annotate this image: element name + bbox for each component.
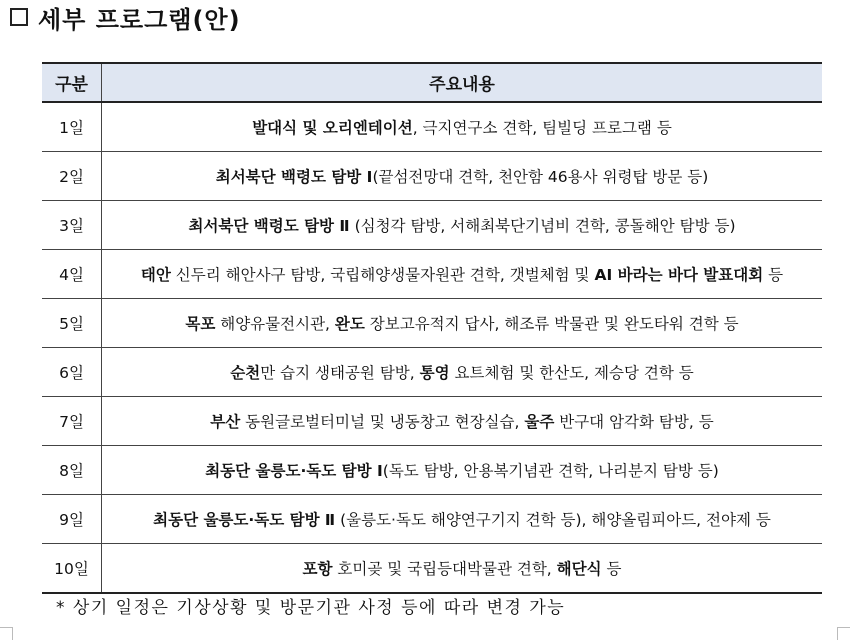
row-day: 2일 bbox=[42, 152, 102, 201]
table-row bbox=[42, 495, 822, 544]
content-text: 등 bbox=[763, 266, 784, 284]
table-row bbox=[42, 250, 822, 299]
content-text: (끝섬전망대 견학, 천안함 46용사 위령탑 방문 등) bbox=[372, 168, 709, 186]
row-content bbox=[102, 102, 823, 152]
row-content bbox=[102, 446, 823, 495]
schedule-table bbox=[42, 62, 822, 594]
content-text: 반구대 암각화 탐방, 등 bbox=[554, 413, 714, 431]
content-highlight: 포항 bbox=[302, 560, 333, 578]
content-text: 만 습지 생태공원 탐방, bbox=[260, 364, 420, 382]
row-day: 7일 bbox=[42, 397, 102, 446]
content-text: 요트체험 및 한산도, 제승당 견학 등 bbox=[449, 364, 694, 382]
content-text: (울릉도·독도 해양연구기지 견학 등), 해양올림피아드, 전야제 등 bbox=[335, 511, 771, 529]
content-highlight: 순천 bbox=[230, 364, 261, 382]
content-highlight: 최서북단 백령도 탐방 Ⅱ bbox=[188, 217, 350, 235]
table-row bbox=[42, 348, 822, 397]
crop-mark bbox=[837, 627, 850, 640]
section-title-text: 세부 프로그램(안) bbox=[38, 5, 241, 34]
content-text: 신두리 해안사구 탐방, 국립해양생물자원관 견학, 갯벌체험 및 bbox=[170, 266, 595, 284]
row-day: 9일 bbox=[42, 495, 102, 544]
row-content bbox=[102, 250, 823, 299]
row-content bbox=[102, 299, 823, 348]
row-content bbox=[102, 544, 823, 594]
table-row bbox=[42, 152, 822, 201]
content-highlight: 완도 bbox=[334, 315, 365, 333]
header-content: 주요내용 bbox=[102, 63, 823, 102]
content-text: 동원글로벌터미널 및 냉동창고 현장실습, bbox=[240, 413, 525, 431]
header-day: 구분 bbox=[42, 63, 102, 102]
row-content bbox=[102, 152, 823, 201]
table-row bbox=[42, 544, 822, 594]
table-row bbox=[42, 397, 822, 446]
row-day: 5일 bbox=[42, 299, 102, 348]
content-highlight: 울주 bbox=[524, 413, 555, 431]
row-day: 6일 bbox=[42, 348, 102, 397]
table-row bbox=[42, 446, 822, 495]
checkbox-icon bbox=[10, 8, 28, 26]
row-day: 1일 bbox=[42, 102, 102, 152]
row-day: 10일 bbox=[42, 544, 102, 594]
row-content bbox=[102, 348, 823, 397]
content-highlight: 최동단 울릉도·독도 탐방 Ⅰ bbox=[205, 462, 383, 480]
content-highlight: 발대식 및 오리엔테이션 bbox=[252, 119, 413, 137]
content-highlight: 해단식 bbox=[556, 560, 602, 578]
content-text: 호미곶 및 국립등대박물관 견학, bbox=[332, 560, 557, 578]
row-content bbox=[102, 397, 823, 446]
content-text: 해양유물전시관, bbox=[215, 315, 335, 333]
content-highlight: 통영 bbox=[419, 364, 450, 382]
footnote: * 상기 일정은 기상상황 및 방문기관 사정 등에 따라 변경 가능 bbox=[56, 598, 566, 618]
table-row bbox=[42, 201, 822, 250]
row-day: 4일 bbox=[42, 250, 102, 299]
table-row bbox=[42, 299, 822, 348]
content-text: 장보고유적지 답사, 해조류 박물관 및 완도타워 견학 등 bbox=[364, 315, 739, 333]
content-text: (독도 탐방, 안용복기념관 견학, 나리분지 탐방 등) bbox=[382, 462, 719, 480]
row-day: 8일 bbox=[42, 446, 102, 495]
section-title bbox=[10, 0, 241, 34]
table-header-row bbox=[42, 63, 822, 102]
content-text: (심청각 탐방, 서해최북단기념비 견학, 콩돌해안 탐방 등) bbox=[349, 217, 736, 235]
content-highlight: AI 바라는 바다 발표대회 bbox=[594, 266, 764, 284]
content-highlight: 최서북단 백령도 탐방 Ⅰ bbox=[215, 168, 373, 186]
content-highlight: 부산 bbox=[210, 413, 241, 431]
content-highlight: 태안 bbox=[140, 266, 171, 284]
content-text: 등 bbox=[601, 560, 622, 578]
content-highlight: 목포 bbox=[185, 315, 216, 333]
content-highlight: 최동단 울릉도·독도 탐방 Ⅱ bbox=[153, 511, 336, 529]
row-content bbox=[102, 495, 823, 544]
row-day: 3일 bbox=[42, 201, 102, 250]
crop-mark bbox=[0, 627, 13, 640]
content-text: , 극지연구소 견학, 팀빌딩 프로그램 등 bbox=[412, 119, 672, 137]
table-row bbox=[42, 102, 822, 152]
row-content bbox=[102, 201, 823, 250]
